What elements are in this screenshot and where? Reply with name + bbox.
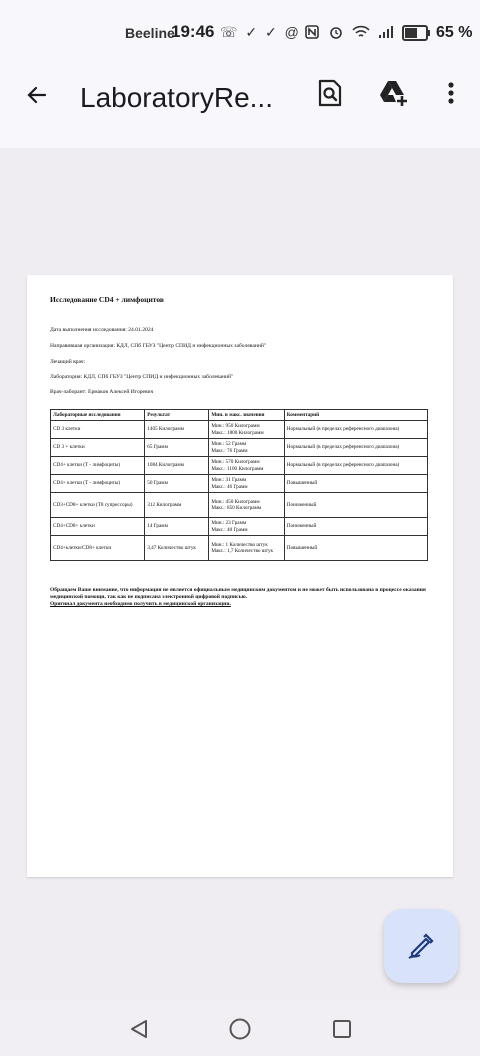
edit-fab-button[interactable] [384, 909, 458, 983]
battery-icon [402, 25, 428, 41]
add-to-drive-icon [378, 79, 410, 107]
cell-test: CD 3 + клетки [51, 439, 145, 457]
more-options-button[interactable] [434, 76, 468, 110]
table-row [51, 439, 428, 457]
cell-comment: Повышенный [284, 475, 427, 493]
notification-icons: ☏ ✓ ✓ @ [220, 24, 301, 40]
search-document-button[interactable] [313, 76, 347, 110]
search-doc-icon [317, 79, 343, 107]
alarm-icon [328, 24, 344, 43]
wifi-icon [352, 25, 370, 42]
col-header-test: Лабораторные исследования [51, 410, 145, 421]
document-page[interactable] [27, 275, 453, 877]
cell-range: Мин.: 31 Грамм Макс.: 46 Грамм [209, 475, 284, 493]
cell-range: Мин.: 52 Грамм Макс.: 76 Грамм [209, 439, 284, 457]
nav-home-button[interactable] [227, 1016, 253, 1042]
cell-test: CD4+ клетки (Т - лимфоциты) [51, 457, 145, 475]
signal-icon [378, 25, 394, 42]
nav-recents-button[interactable] [329, 1016, 355, 1042]
document-viewer[interactable] [0, 148, 480, 1000]
table-header-row [51, 410, 428, 421]
document-title: LaboratoryRe... [80, 82, 273, 113]
disclaimer-text: Обращаем Ваше внимание, что информация не является официальным медицинским документом и не может быть использована в процессе оказания медицинской помощи, так как не подписана электронной цифровой подписью. [50, 587, 426, 600]
cell-range: Мин.: 450 Килограмм Макс.: 850 Килограмм [209, 493, 284, 518]
table-row [51, 536, 428, 561]
back-button[interactable] [22, 80, 52, 110]
doc-lab-line: Лаборатория: КДЛ, СПб ГБУЗ "Центр СПИД и инфекционных заболеваний" [50, 374, 234, 380]
doc-doctor-line: Лечащий врач: [50, 359, 86, 365]
doc-org-line: Направившая организация: КДЛ, СПб ГБУЗ "Центр СПИД и инфекционных заболеваний" [50, 343, 267, 349]
cell-comment: Пониженный [284, 518, 427, 536]
cell-comment: Повышенный [284, 536, 427, 561]
system-nav-bar [0, 1002, 480, 1056]
cell-result: 50 Грамм [145, 475, 209, 493]
doc-heading: Исследование CD4 + лимфоцитов [50, 295, 164, 304]
cell-result: 3,47 Количество штук [145, 536, 209, 561]
status-bar [0, 0, 480, 68]
cell-comment: Нормальный (в пределах референсного диапазона) [284, 421, 427, 439]
cell-result: 65 Грамм [145, 439, 209, 457]
col-header-result: Результат [145, 410, 209, 421]
cell-test: CD4+ клетки (Т - лимфоциты) [51, 475, 145, 493]
cell-result: 1084 Килограмм [145, 457, 209, 475]
nfc-icon [304, 24, 320, 43]
app-bar [0, 68, 480, 148]
nav-back-button[interactable] [126, 1016, 152, 1042]
clock: 19:46 [171, 22, 215, 41]
col-header-comment: Комментарий [284, 410, 427, 421]
nav-recents-icon [331, 1018, 353, 1040]
table-row [51, 518, 428, 536]
battery-percent: 65 % [436, 24, 473, 41]
table-row [51, 475, 428, 493]
cell-range: Мин.: 950 Килограмм Макс.: 1800 Килограмм [209, 421, 284, 439]
cell-range: Мин.: 23 Грамм Макс.: 40 Грамм [209, 518, 284, 536]
edit-pen-icon [406, 931, 436, 961]
doc-date-line: Дата выполнения исследования: 24.01.2024 [50, 327, 154, 333]
cell-result: 1405 Килограмм [145, 421, 209, 439]
table-row [51, 421, 428, 439]
carrier-label: Beeline [125, 25, 175, 41]
cell-test: CD4+CD8+ клетки [51, 518, 145, 536]
cell-comment: Пониженный [284, 493, 427, 518]
results-table [50, 409, 428, 561]
cell-range: Мин.: 570 Килограмм Макс.: 1100 Килограмм [209, 457, 284, 475]
nav-back-icon [128, 1018, 150, 1040]
add-to-drive-button[interactable] [377, 76, 411, 110]
cell-result: 312 Килограмм [145, 493, 209, 518]
disclaimer-underlined: Оригинал документа необходимо получить в медицинской организации. [50, 601, 231, 607]
cell-comment: Нормальный (в пределах референсного диапазона) [284, 457, 427, 475]
cell-test: CD3+CD8+ клетки (Т8 супрессоры) [51, 493, 145, 518]
cell-test: CD4+клетки/CD8+ клетки [51, 536, 145, 561]
cell-range: Мин.: 1 Количество штук Макс.: 1,7 Количество штук [209, 536, 284, 561]
cell-result: 14 Грамм [145, 518, 209, 536]
cell-test: CD 3 клетки [51, 421, 145, 439]
disclaimer-note [50, 587, 428, 608]
system-icons [304, 22, 472, 44]
doc-technician-line: Врач-лаборант: Ермаков Алексей Игоревич [50, 389, 154, 395]
table-row [51, 457, 428, 475]
nav-home-icon [228, 1017, 252, 1041]
cell-comment: Нормальный (в пределах референсного диапазона) [284, 439, 427, 457]
more-vert-icon [447, 81, 455, 105]
col-header-range: Мин. и макс. значения [209, 410, 284, 421]
table-row [51, 493, 428, 518]
arrow-left-icon [25, 83, 49, 107]
